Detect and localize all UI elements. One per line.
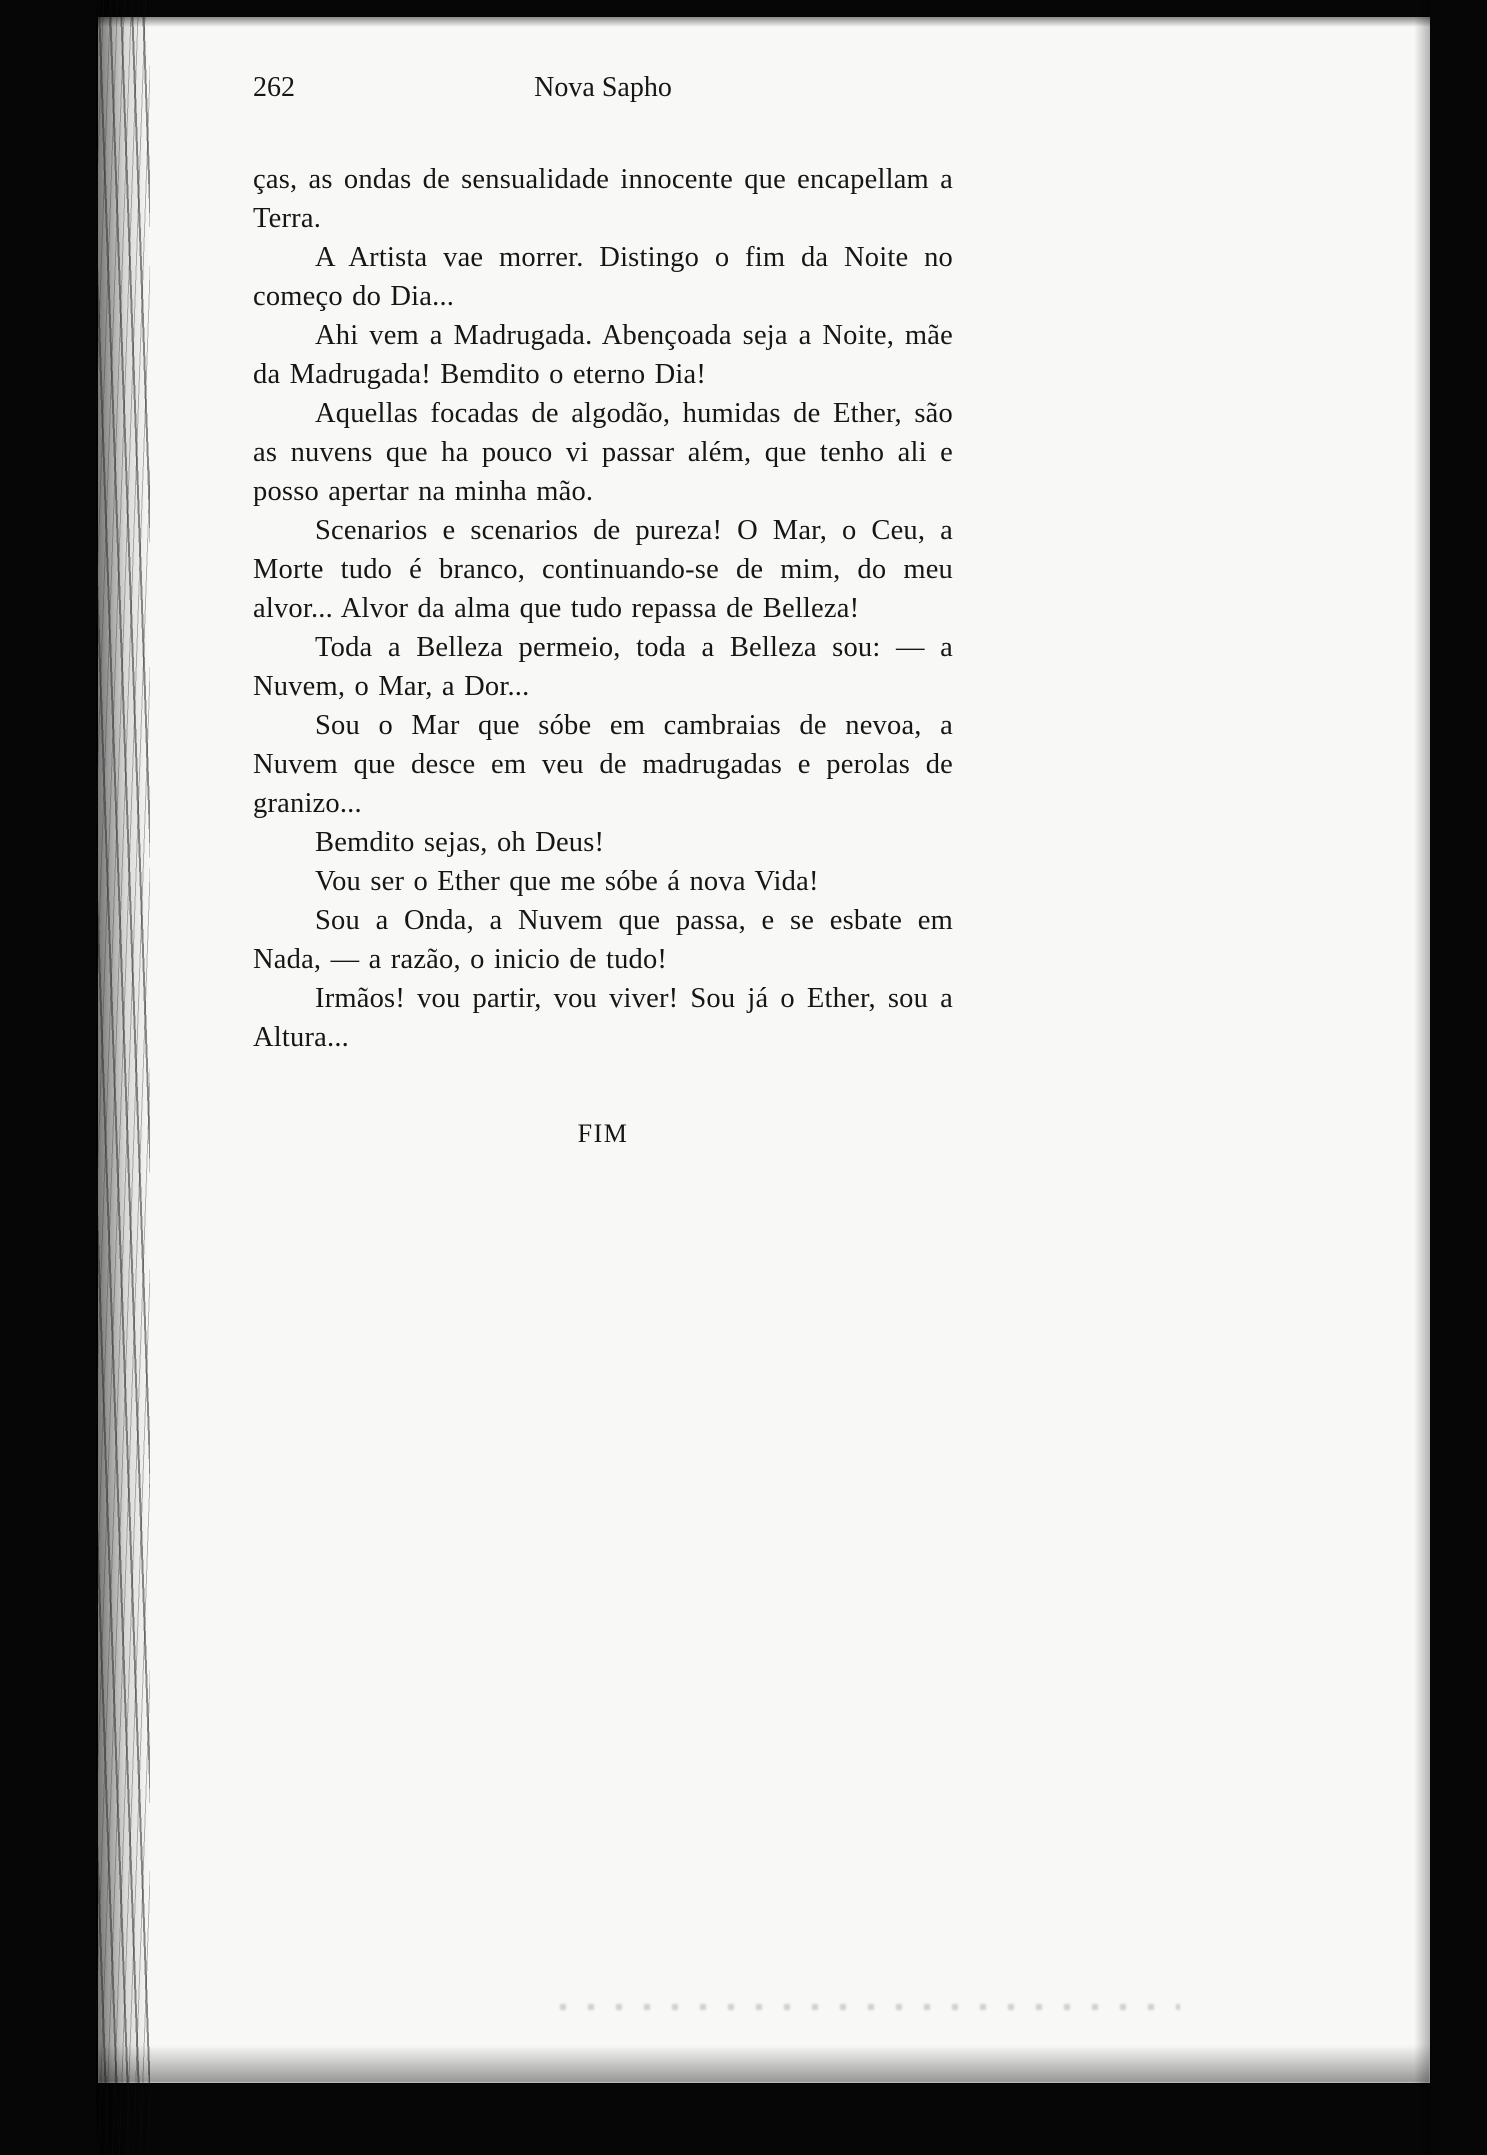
paragraph: Sou a Onda, a Nuvem que passa, e se esbate em Nada, — a razão, o inicio de tudo! bbox=[253, 905, 953, 975]
page-header bbox=[253, 72, 953, 112]
paragraph: Aquellas focadas de algodão, humidas de Ether, são as nuvens que ha pouco vi passar além, que tenho ali e posso apertar na minha mão. bbox=[253, 398, 953, 507]
scan-artifact-speckles bbox=[560, 2004, 1180, 2010]
paragraph: Vou ser o Ether que me sóbe á nova Vida! bbox=[315, 866, 819, 897]
end-label: FIM bbox=[577, 1119, 629, 1148]
page-edge-shadow-bottom bbox=[98, 2045, 1430, 2083]
text-block bbox=[253, 160, 953, 1057]
scan-border-left bbox=[0, 0, 98, 2155]
paragraph: ças, as ondas de sensualidade innocente que encapellam a Terra. bbox=[253, 164, 953, 234]
scan-border-top bbox=[0, 0, 1487, 17]
running-title: Nova Sapho bbox=[534, 72, 672, 103]
printed-text-area bbox=[253, 72, 953, 1149]
page-edge-shadow-right bbox=[1414, 0, 1430, 2155]
paragraph: Ahi vem a Madrugada. Abençoada seja a Noite, mãe da Madrugada! Bemdito o eterno Dia! bbox=[253, 320, 953, 390]
page-number: 262 bbox=[253, 72, 295, 103]
paragraph: Scenarios e scenarios de pureza! O Mar, o Ceu, a Morte tudo é branco, continuando-se de mim, do meu alvor... Alvor da alma que tudo repassa de Belleza! bbox=[253, 515, 953, 624]
paragraph: A Artista vae morrer. Distingo o fim da Noite no começo do Dia... bbox=[253, 242, 953, 312]
paragraph: Irmãos! vou partir, vou viver! Sou já o Ether, sou a Altura... bbox=[253, 983, 953, 1053]
page-edge-shadow-top bbox=[98, 17, 1430, 27]
paragraph: Sou o Mar que sóbe em cambraias de nevoa, a Nuvem que desce em veu de madrugadas e perolas de granizo... bbox=[253, 710, 953, 819]
scan-border-bottom bbox=[0, 2083, 1487, 2155]
book-binding-texture bbox=[96, 0, 150, 2155]
paragraph: Bemdito sejas, oh Deus! bbox=[315, 827, 605, 858]
scan-border-right bbox=[1430, 0, 1487, 2155]
paragraph: Toda a Belleza permeio, toda a Belleza sou: — a Nuvem, o Mar, a Dor... bbox=[253, 632, 953, 702]
